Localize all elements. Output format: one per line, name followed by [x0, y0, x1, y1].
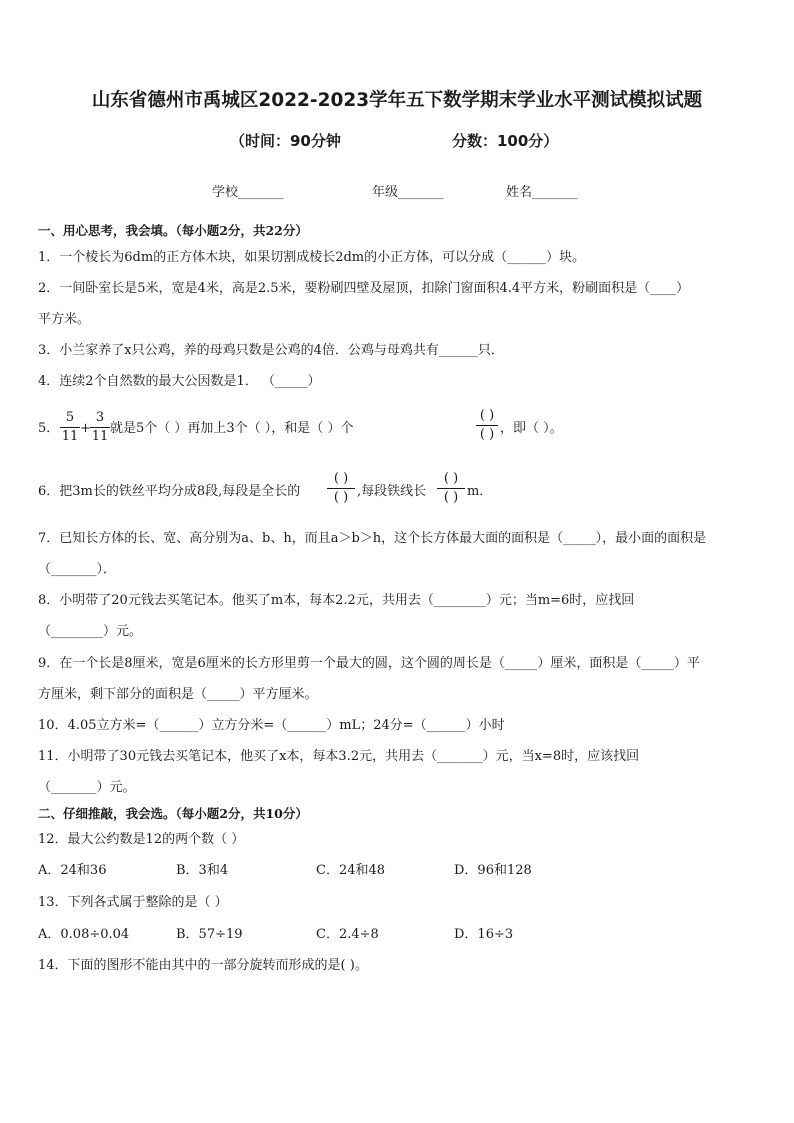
- fraction-numerator: ( ): [443, 471, 459, 486]
- question-4: 4．连续2个自然数的最大公因数是1． （_____）: [38, 374, 321, 389]
- question-6-text: 6．把3m长的铁丝平均分成8段,每段是全长的: [38, 484, 301, 499]
- option-a[interactable]: A．24和36: [38, 863, 107, 878]
- question-13: 13．下列各式属于整除的是（ ）: [38, 895, 228, 910]
- fraction-numerator: ( ): [333, 471, 349, 486]
- question-5-text: 就是5个（ ）再加上3个（ ），和是（ ）个: [110, 421, 354, 436]
- question-14: 14．下面的图形不能由其中的一部分旋转而形成的是( )。: [38, 958, 368, 973]
- fraction-numerator: ( ): [479, 408, 495, 423]
- blank-fraction: [327, 471, 355, 506]
- fraction-denominator: ( ): [479, 427, 495, 442]
- score-label: 分数：100分）: [452, 132, 559, 150]
- school-field: 学校_______: [212, 185, 284, 200]
- question-2: 2．一间卧室长是5米，宽是4米，高是2.5米，要粉刷四壁及屋顶，扣除门窗面积4.4平方米，粉刷面积是（____）: [38, 281, 690, 296]
- option-a[interactable]: A．0.08÷0.04: [38, 927, 130, 942]
- question-6-end: m．: [467, 484, 493, 499]
- option-d[interactable]: D．16÷3: [454, 927, 514, 942]
- question-5-end: ，即（ ）。: [500, 421, 563, 436]
- fraction-numerator: 5: [65, 410, 75, 425]
- fraction-5-11: [60, 410, 80, 445]
- question-8-continued: （________）元。: [38, 624, 143, 639]
- fraction-denominator: 11: [91, 429, 109, 444]
- option-d[interactable]: D．96和128: [454, 863, 532, 878]
- fraction-numerator: 3: [95, 410, 105, 425]
- option-c[interactable]: C．24和48: [316, 863, 386, 878]
- fraction-denominator: ( ): [443, 490, 459, 505]
- name-field: 姓名_______: [506, 185, 578, 200]
- question-7-continued: （_______）．: [38, 562, 117, 577]
- blank-fraction: [476, 408, 498, 443]
- question-11: 11．小明带了30元钱去买笔记本，他买了x本，每本3.2元，共用去（_______）元，当x=8时，应该找回: [38, 749, 640, 764]
- grade-field: 年级_______: [372, 185, 444, 200]
- question-10: 10．4.05立方米=（______）立方分米=（______）mL；24分=（______）小时: [38, 718, 505, 733]
- fraction-3-11: [90, 410, 110, 445]
- fraction-denominator: ( ): [333, 490, 349, 505]
- exam-title: 山东省德州市禹城区2022-2023学年五下数学期末学业水平测试模拟试题: [91, 90, 703, 111]
- question-3: 3．小兰家养了x只公鸡，养的母鸡只数是公鸡的4倍．公鸡与母鸡共有______只．: [38, 343, 504, 358]
- question-11-continued: （_______）元。: [38, 780, 136, 795]
- option-b[interactable]: B．57÷19: [176, 927, 243, 942]
- question-2-continued: 平方米。: [38, 312, 91, 327]
- question-12: 12．最大公约数是12的两个数（ ）: [38, 832, 245, 847]
- question-7: 7．已知长方体的长、宽、高分别为a、b、h，而且a＞b＞h，这个长方体最大面的面积是（_____），最小面的面积是: [38, 531, 707, 546]
- question-5-number: 5．: [38, 421, 60, 436]
- section-1-heading: 一、用心思考，我会填。（每小题2分，共22分）: [38, 223, 308, 238]
- question-9: 9．在一个长是8厘米，宽是6厘米的长方形里剪一个最大的圆，这个圆的周长是（_____）厘米，面积是（_____）平: [38, 656, 700, 671]
- question-8: 8．小明带了20元钱去买笔记本。他买了m本，每本2.2元，共用去（________）元；当m=6时，应找回: [38, 593, 635, 608]
- plus-sign: +: [80, 421, 91, 436]
- question-1: 1．一个棱长为6dm的正方体木块，如果切割成棱长2dm的小正方体，可以分成（______）块。: [38, 250, 586, 265]
- question-6-middle: ,每段铁线长: [357, 484, 427, 499]
- blank-fraction: [437, 471, 465, 506]
- option-b[interactable]: B．3和4: [176, 863, 229, 878]
- time-label: （时间：90分钟: [230, 132, 341, 150]
- option-c[interactable]: C．2.4÷8: [316, 927, 379, 942]
- fraction-denominator: 11: [61, 429, 79, 444]
- section-2-heading: 二、仔细推敲，我会选。（每小题2分，共10分）: [38, 806, 308, 821]
- question-9-continued: 方厘米，剩下部分的面积是（_____）平方厘米。: [38, 687, 318, 702]
